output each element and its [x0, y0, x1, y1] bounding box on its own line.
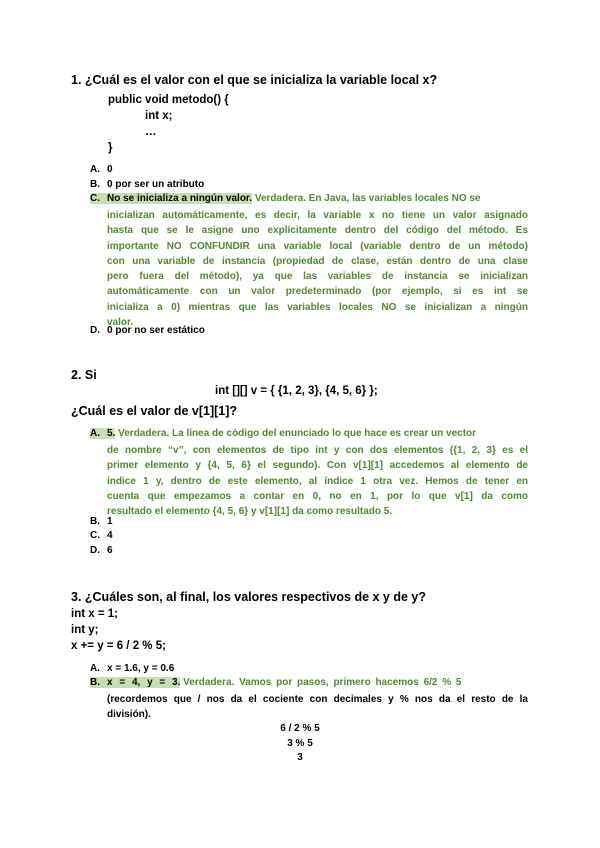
- q3-code-line: x += y = 6 / 2 % 5;: [71, 640, 166, 652]
- q2-option-c: C. 4: [90, 530, 113, 541]
- q2-option-b: B. 1: [90, 516, 113, 527]
- q1-code-line: }: [108, 142, 113, 154]
- q1-explanation: inicializan automáticamente, es decir, la variable x no tiene un valor asignado hasta que se le asigne uno explícitamente dentro del código del método. Es importante NO CONFUNDIR una variable local (variable dentro de un método) con una variable de instancia (propiedad de clase, están dentro de una clase pero fuera del método), ya que las variables de instancia se inicializan automáticamente con un valor predeterminado (por ejemplo, si es int se inicializa a 0) mientras que las variables locales NO se inicializan a ningún valor.: [107, 210, 528, 329]
- q3-step: 3: [297, 752, 303, 763]
- q2-option-d: D. 6: [90, 545, 113, 556]
- q1-option-a: A. 0: [90, 164, 113, 175]
- question-1-title: 1. ¿Cuál es el valor con el que se inicializa la variable local x?: [71, 73, 438, 87]
- q1-option-c: [90, 193, 481, 204]
- q1-code-line: public void metodo() {: [108, 94, 229, 106]
- question-3-title: 3. ¿Cuáles son, al final, los valores respectivos de x y de y?: [71, 590, 427, 604]
- correct-answer-highlight: C. No se inicializa a ningún valor.: [90, 193, 253, 204]
- q3-step: 3 % 5: [287, 738, 313, 749]
- question-2-question: ¿Cuál es el valor de v[1][1]?: [71, 404, 238, 418]
- q3-code-line: int y;: [71, 624, 99, 636]
- q3-code-line: int x = 1;: [71, 608, 118, 620]
- question-2-title: 2. Si: [71, 368, 97, 382]
- explanation: Verdadera. En Java, las variables locales NO se: [254, 193, 481, 204]
- q2-explanation: de nombre “v”, con elementos de tipo int y con dos elementos ({1, 2, 3} es el primer elemento y {4, 5, 6} el segundo). Con v[1][1] accedemos al elemento de índice 1 y, dentro de este elemento, al índice 1 otra vez. Hemos de tener en cuenta que empezamos a contar en 0, no en 1, por lo que v[1] da como resultado el elemento {4, 5, 6} y v[1][1] da como resultado 5.: [107, 445, 528, 518]
- q3-option-a: A. x = 1.6, y = 0.6: [90, 663, 175, 674]
- q2-option-a: [90, 428, 476, 439]
- correct-answer-highlight: A. 5.: [90, 428, 116, 439]
- explanation: Verdadera. La línea de código del enunciado lo que hace es crear un vector: [118, 428, 477, 439]
- explanation: Verdadera. Vamos por pasos, primero hacemos 6/2 % 5: [183, 677, 462, 688]
- q2-code: int [][] v = { {1, 2, 3}, {4, 5, 6} };: [215, 385, 378, 397]
- q1-option-d: D. 0 por no ser estático: [90, 325, 205, 336]
- correct-answer-highlight: B. x = 4, y = 3.: [90, 677, 181, 688]
- q1-code-line: int x;: [145, 110, 173, 122]
- q3-explanation: (recordemos que / nos da el cociente con decimales y % nos da el resto de la división).: [107, 694, 528, 721]
- q1-code-line: …: [145, 126, 157, 138]
- q3-option-b: [90, 677, 462, 688]
- q3-step: 6 / 2 % 5: [280, 723, 320, 734]
- q1-option-b: B. 0 por ser un atributo: [90, 179, 205, 190]
